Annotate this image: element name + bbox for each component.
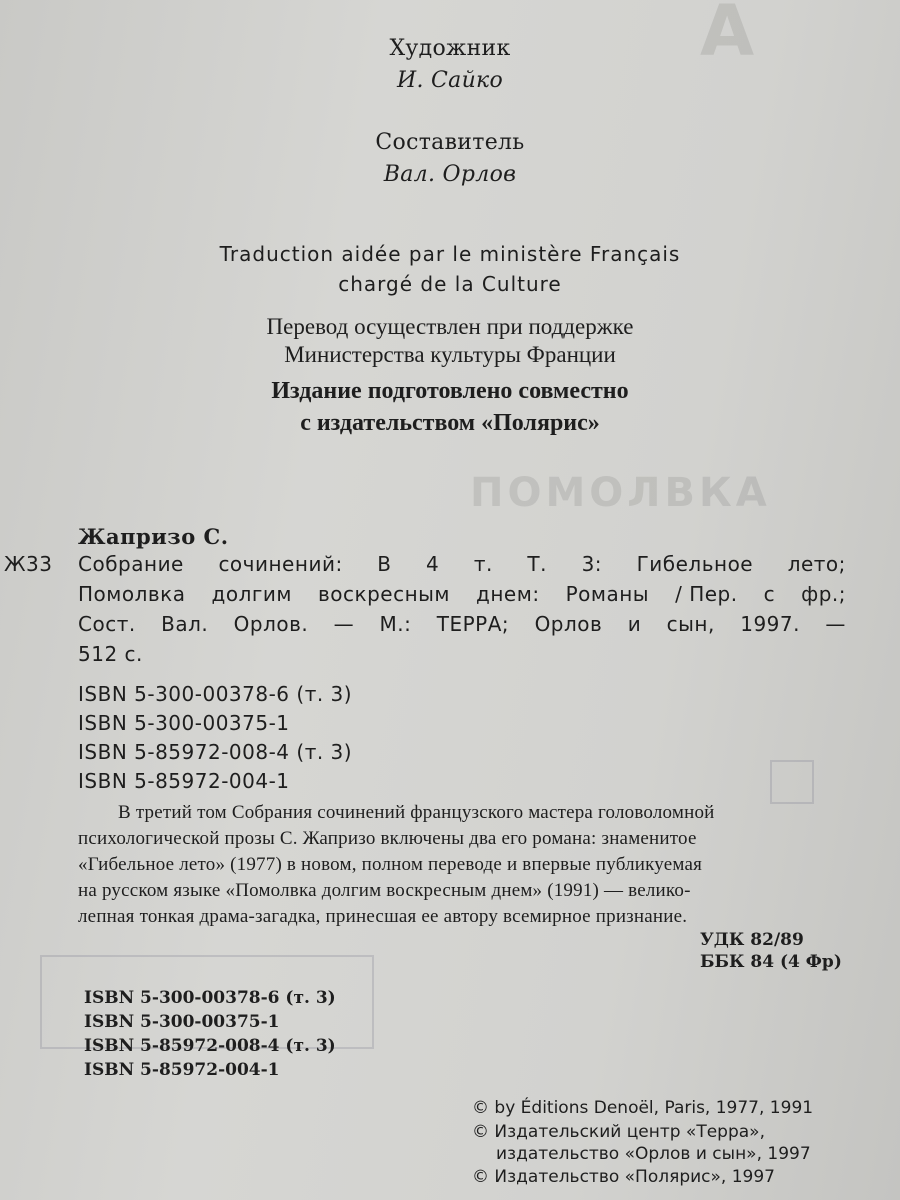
bib-word: Орлов: [534, 612, 603, 636]
annotation-line: лепная тонкая драма-загадка, принесшая ее автору всемирное признание.: [78, 906, 688, 927]
bib-word: —: [333, 612, 355, 636]
bib-word: с: [763, 582, 776, 606]
bib-word: Гибельное: [636, 552, 754, 576]
translation-note-ru-line: Перевод осуществлен при поддержке: [266, 314, 634, 339]
copyright-line: © Издательский центр «Терра»,: [472, 1122, 765, 1142]
isbn-line: ISBN 5-85972-008-4 (т. 3): [78, 740, 353, 764]
compiler-role: Составитель: [375, 130, 525, 155]
annotation-line: «Гибельное лето» (1977) в новом, полном переводе и впервые публикуемая: [78, 854, 703, 875]
annotation-line: на русском языке «Помолвка долгим воскресным днем» (1991) — велико-: [78, 880, 691, 901]
bib-word: днем:: [476, 582, 540, 606]
translation-note-fr-line: Traduction aidée par le ministère Français: [219, 242, 681, 266]
artist-role: Художник: [389, 36, 511, 61]
bib-word: —: [825, 612, 846, 636]
bib-word: Сост.: [78, 612, 136, 636]
bib-word: воскресным: [317, 582, 451, 606]
bib-word: Орлов.: [233, 612, 309, 636]
isbn-line: ISBN 5-300-00375-1: [78, 711, 290, 735]
bib-word: сочинений:: [218, 552, 343, 576]
show-through-mid: ПОМОЛВКА: [470, 470, 771, 516]
isbn-bold-line: ISBN 5-85972-004-1: [84, 1060, 280, 1080]
bib-author: Жапризо С.: [78, 524, 229, 549]
edition-note-line: Издание подготовлено совместно: [271, 378, 629, 404]
translation-note-fr-line: chargé de la Culture: [338, 272, 562, 296]
isbn-bold-line: ISBN 5-300-00375-1: [84, 1012, 280, 1032]
artist-name: И. Сайко: [396, 68, 504, 93]
show-through-top: A: [700, 0, 755, 72]
udk-code: УДК 82/89: [700, 930, 804, 950]
bib-word: Романы: [565, 582, 650, 606]
edition-note-line: с издательством «Полярис»: [300, 410, 600, 436]
copyright-line: издательство «Орлов и сын», 1997: [496, 1144, 811, 1164]
bib-word: 1997.: [740, 612, 800, 636]
bib-line-3: [78, 612, 846, 636]
bib-pages: 512 с.: [78, 642, 143, 666]
isbn-bold-line: ISBN 5-85972-008-4 (т. 3): [84, 1036, 336, 1056]
bib-word: ТЕРРА;: [436, 612, 510, 636]
bib-word: Т.: [527, 552, 547, 576]
bbk-code: ББК 84 (4 Фр): [700, 952, 842, 972]
copyright-line: © by Éditions Denoël, Paris, 1977, 1991: [472, 1098, 814, 1118]
bib-word: сын,: [666, 612, 715, 636]
compiler-name: Вал. Орлов: [383, 162, 517, 187]
bib-word: 4: [426, 552, 440, 576]
isbn-line: ISBN 5-300-00378-6 (т. 3): [78, 682, 353, 706]
bib-word: Вал.: [161, 612, 209, 636]
bib-word: М.:: [379, 612, 412, 636]
bib-word: В: [377, 552, 392, 576]
isbn-line: ISBN 5-85972-004-1: [78, 769, 290, 793]
bib-word: т.: [473, 552, 493, 576]
bib-word: 3:: [581, 552, 603, 576]
translation-note-ru-line: Министерства культуры Франции: [284, 342, 616, 367]
bib-word: / Пер.: [675, 582, 738, 606]
annotation-line: В третий том Собрания сочинений французского мастера головоломной: [118, 802, 715, 823]
stamp-mark-small: [770, 760, 814, 804]
copyright-line: © Издательство «Полярис», 1997: [472, 1167, 775, 1187]
bib-word: фр.;: [801, 582, 846, 606]
bib-line-2: [78, 582, 846, 606]
bib-line-1: [78, 552, 846, 576]
annotation-line: психологической прозы С. Жапризо включены два его романа: знаменитое: [78, 828, 697, 849]
bib-word: и: [627, 612, 642, 636]
bib-word: лето;: [787, 552, 846, 576]
bib-word: долгим: [211, 582, 292, 606]
bib-word: Помолвка: [78, 582, 186, 606]
isbn-bold-line: ISBN 5-300-00378-6 (т. 3): [84, 988, 336, 1008]
bib-word: Собрание: [78, 552, 184, 576]
bib-code: Ж33: [4, 552, 53, 576]
